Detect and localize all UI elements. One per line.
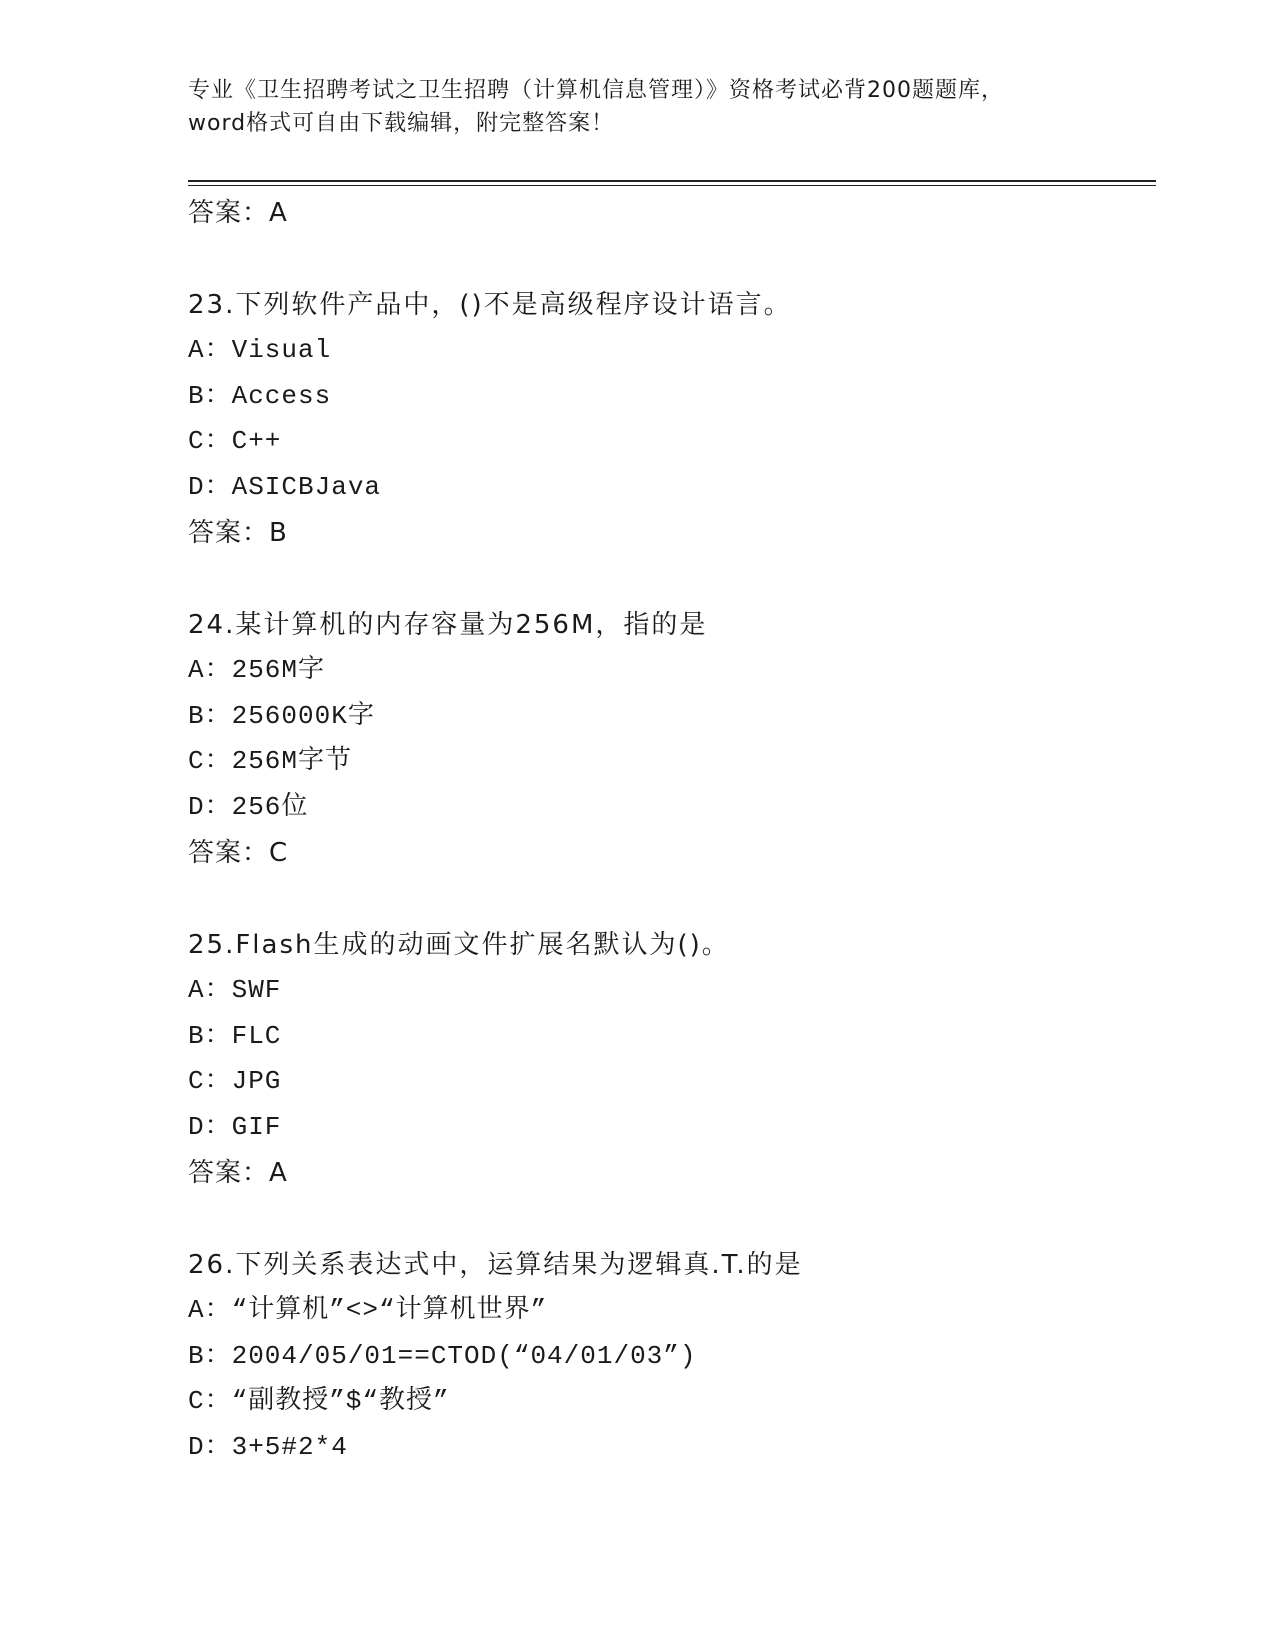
spacer (188, 1196, 1156, 1242)
option-b: B：256000K字 (188, 700, 375, 731)
option-c: C：256M字节 (188, 746, 353, 776)
question-item (188, 1242, 1156, 1470)
spacer (188, 236, 1156, 282)
option-a: A：SWF (188, 975, 282, 1005)
option-a: A：“计算机”<>“计算机世界” (188, 1295, 548, 1325)
question-title: 24.某计算机的内存容量为256M，指的是 (188, 610, 708, 640)
header-line-2: word格式可自由下载编辑，附完整答案！ (188, 111, 615, 136)
answer-line: 答案：B (188, 518, 288, 548)
option-b: B：2004/05/01==CTOD(“04/01/03”) (188, 1340, 697, 1371)
answer-line: 答案：A (188, 198, 288, 228)
option-a: A：256M字 (188, 655, 326, 685)
option-b: B：FLC (188, 1020, 282, 1051)
question-title: 25.Flash生成的动画文件扩展名默认为()。 (188, 930, 730, 960)
question-item (188, 602, 1156, 876)
option-d: D：256位 (188, 791, 309, 822)
question-item (188, 282, 1156, 556)
header-rule-thin (188, 185, 1156, 186)
document-header (188, 74, 1088, 140)
question-list (188, 190, 1156, 1470)
option-d: D：3+5#2*4 (188, 1431, 348, 1462)
spacer (188, 556, 1156, 602)
option-a: A：Visual (188, 335, 332, 365)
question-item (188, 922, 1156, 1196)
option-d: D：ASICBJava (188, 471, 382, 502)
option-c: C：JPG (188, 1066, 282, 1096)
option-b: B：Access (188, 380, 332, 411)
option-d: D：GIF (188, 1111, 282, 1142)
answer-line: 答案：C (188, 838, 289, 868)
question-title: 26.下列关系表达式中，运算结果为逻辑真.T.的是 (188, 1250, 803, 1280)
answer-line: 答案：A (188, 1158, 288, 1188)
spacer (188, 876, 1156, 922)
option-c: C：“副教授”$“教授” (188, 1386, 450, 1416)
header-rule-thick (188, 180, 1156, 182)
option-c: C：C++ (188, 426, 282, 456)
header-line-1: 专业《卫生招聘考试之卫生招聘（计算机信息管理）》资格考试必背200题题库， (188, 78, 1004, 103)
question-title: 23.下列软件产品中，()不是高级程序设计语言。 (188, 290, 792, 320)
